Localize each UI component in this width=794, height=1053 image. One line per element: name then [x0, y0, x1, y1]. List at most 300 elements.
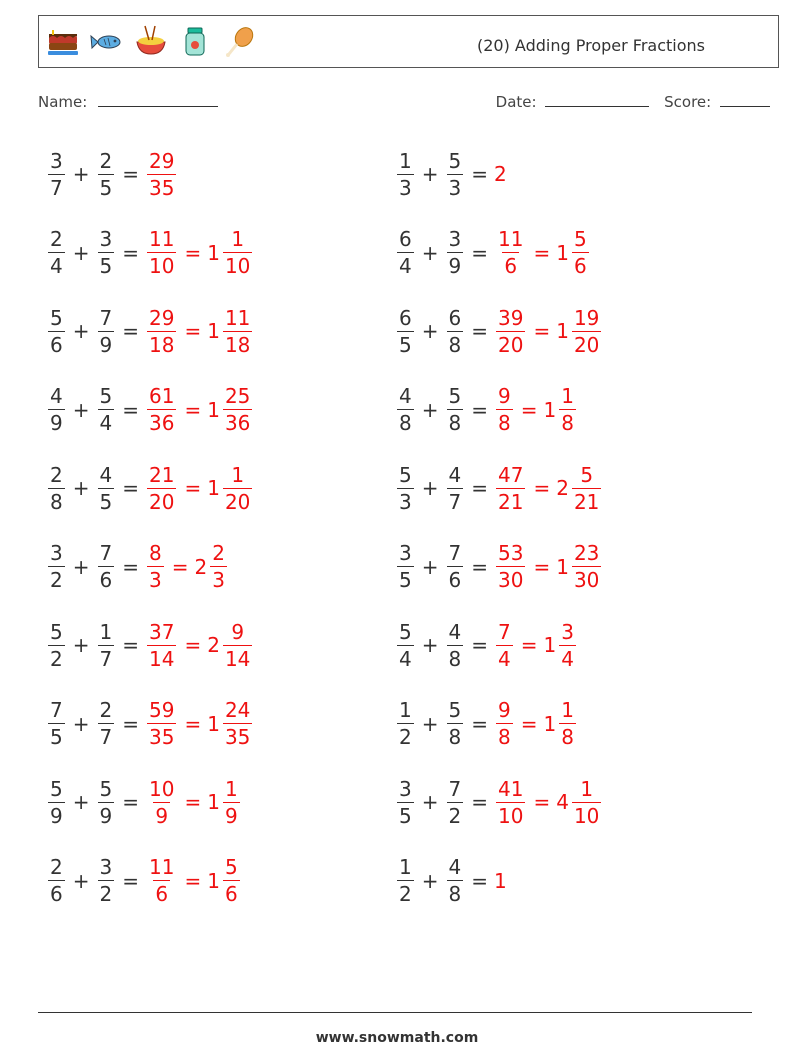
addend-b — [447, 228, 464, 277]
answer-whole: 1 — [207, 476, 220, 500]
addend-b — [98, 464, 115, 513]
answer-whole: 1 — [207, 240, 220, 265]
problem-9 — [46, 458, 254, 518]
answer-whole: 1 — [207, 790, 220, 814]
addend-a — [397, 621, 414, 670]
answer-fraction-denominator: 35 — [149, 175, 175, 200]
problem-12 — [395, 537, 603, 597]
addend-b-numerator: 5 — [448, 148, 462, 173]
answer-mixed-denominator: 20 — [573, 332, 600, 357]
addend-b — [98, 307, 115, 356]
problem-7 — [46, 380, 254, 440]
addend-a — [397, 856, 414, 905]
addend-a — [397, 778, 414, 827]
problem-15 — [46, 694, 254, 754]
equals-sign: = — [520, 397, 538, 422]
equals-sign: = — [171, 554, 189, 579]
addend-b — [98, 228, 115, 277]
problem-16 — [395, 694, 578, 754]
answer-mixed-fraction — [223, 621, 252, 670]
date-score-fields — [496, 93, 770, 111]
addend-a-denominator: 3 — [399, 489, 412, 514]
addend-b-numerator: 4 — [448, 855, 462, 879]
addend-a-denominator: 4 — [50, 254, 63, 278]
answer-whole: 4 — [556, 790, 569, 814]
answer-fraction-denominator: 8 — [498, 725, 511, 749]
addend-a — [48, 856, 65, 905]
footer-url: www.snowmath.com — [315, 1030, 479, 1046]
answer-fraction — [147, 699, 176, 748]
answer-mixed-fraction — [223, 464, 252, 513]
answer-whole: 2 — [494, 162, 507, 186]
addend-a — [48, 228, 65, 277]
answer-whole: 1 — [494, 868, 507, 893]
addend-a-denominator: 5 — [399, 568, 412, 592]
answer-mixed-fraction — [210, 542, 227, 591]
answer-fraction-denominator: 10 — [149, 254, 175, 278]
equals-sign: = — [520, 711, 538, 736]
equals-sign: = — [471, 633, 488, 657]
equals-sign: = — [471, 554, 488, 579]
equals-sign: = — [122, 868, 139, 893]
answer-fraction-numerator: 61 — [149, 384, 175, 408]
answer-fraction — [496, 542, 525, 591]
score-label: Score: — [664, 93, 712, 111]
addend-b-numerator: 5 — [99, 384, 113, 408]
problem-3 — [46, 223, 254, 283]
answer-fraction-numerator: 11 — [149, 855, 175, 879]
addend-a — [48, 385, 65, 434]
answer-mixed-fraction — [559, 385, 576, 434]
addend-b — [447, 307, 464, 356]
addend-a-denominator: 9 — [50, 411, 63, 435]
answer-fraction-numerator: 9 — [498, 698, 511, 722]
addend-a-numerator: 6 — [399, 227, 412, 251]
addend-b-numerator: 2 — [99, 698, 113, 722]
answer-mixed-numerator: 19 — [573, 305, 600, 330]
answer-mixed-denominator: 6 — [573, 254, 587, 278]
addend-a-numerator: 2 — [50, 227, 63, 251]
plus-sign: + — [421, 790, 439, 814]
equals-sign: = — [533, 240, 551, 265]
addend-b — [98, 856, 115, 905]
answer-fraction — [147, 385, 176, 434]
answer-whole: 1 — [556, 240, 569, 265]
answer-mixed-numerator: 1 — [231, 462, 245, 487]
answer-whole: 1 — [556, 554, 569, 579]
addend-b-numerator: 3 — [99, 855, 113, 879]
answer-mixed-denominator: 8 — [561, 411, 574, 435]
addend-b-denominator: 8 — [448, 725, 462, 749]
answer-fraction — [147, 228, 176, 277]
addend-a-numerator: 4 — [399, 384, 412, 408]
problem-4 — [395, 223, 591, 283]
answer-fraction-numerator: 47 — [498, 462, 524, 487]
answer-fraction-numerator: 39 — [498, 305, 524, 330]
addend-a — [397, 228, 414, 277]
addend-b-numerator: 5 — [448, 384, 462, 408]
addend-a — [397, 464, 414, 513]
addend-a-denominator: 8 — [399, 411, 412, 435]
equals-sign: = — [122, 554, 139, 579]
answer-fraction-denominator: 18 — [149, 332, 175, 357]
plus-sign: + — [72, 633, 90, 657]
addend-b — [98, 699, 115, 748]
addend-a-numerator: 1 — [399, 148, 412, 173]
worksheet-header — [38, 15, 779, 68]
equals-sign: = — [184, 240, 202, 265]
answer-mixed-denominator: 35 — [224, 725, 251, 749]
addend-a-numerator: 2 — [50, 855, 63, 879]
problem-6 — [395, 301, 603, 361]
answer-fraction — [147, 150, 176, 199]
addend-b-numerator: 3 — [99, 227, 113, 251]
addend-a — [48, 150, 65, 199]
answer-fraction — [496, 778, 525, 827]
answer-fraction — [147, 542, 164, 591]
jam-jar-icon — [177, 24, 213, 60]
problem-17 — [46, 772, 242, 832]
addend-b-denominator: 8 — [448, 411, 462, 435]
answer-whole: 1 — [207, 711, 220, 736]
equals-sign: = — [471, 868, 488, 893]
plus-sign: + — [72, 162, 90, 186]
equals-sign: = — [471, 711, 488, 736]
plus-sign: + — [421, 397, 439, 422]
plus-sign: + — [421, 162, 439, 186]
equals-sign: = — [122, 790, 139, 814]
addend-a-denominator: 5 — [399, 332, 412, 357]
answer-fraction-numerator: 53 — [498, 541, 524, 565]
equals-sign: = — [184, 790, 202, 814]
answer-fraction-denominator: 9 — [155, 803, 169, 828]
answer-fraction-denominator: 10 — [498, 803, 524, 828]
plus-sign: + — [421, 240, 439, 265]
addend-a-denominator: 6 — [50, 332, 63, 357]
addend-b-denominator: 9 — [448, 254, 462, 278]
answer-fraction-numerator: 9 — [498, 384, 511, 408]
answer-whole: 2 — [556, 476, 569, 500]
answer-fraction — [147, 307, 176, 356]
addend-b-denominator: 5 — [99, 254, 113, 278]
addend-a-denominator: 4 — [399, 646, 412, 671]
answer-mixed-denominator: 10 — [573, 803, 600, 828]
addend-b — [447, 464, 464, 513]
date-blank — [545, 93, 649, 107]
addend-b-numerator: 2 — [99, 148, 113, 173]
addend-a-denominator: 3 — [399, 175, 412, 200]
addend-a — [397, 699, 414, 748]
addend-a-denominator: 8 — [50, 489, 63, 514]
answer-mixed-numerator: 23 — [573, 541, 600, 565]
addend-b-denominator: 8 — [448, 332, 462, 357]
answer-fraction-denominator: 6 — [504, 254, 518, 278]
equals-sign: = — [122, 240, 139, 265]
answer-fraction — [147, 621, 176, 670]
plus-sign: + — [421, 633, 439, 657]
answer-whole: 1 — [543, 711, 557, 736]
addend-b — [447, 150, 464, 199]
addend-a — [48, 621, 65, 670]
answer-whole: 1 — [556, 319, 569, 343]
addend-a-numerator: 6 — [399, 305, 412, 330]
plus-sign: + — [72, 711, 90, 736]
date-label: Date: — [495, 93, 537, 111]
addend-a-denominator: 2 — [50, 568, 63, 592]
addend-a-numerator: 1 — [399, 855, 412, 879]
addend-a-numerator: 3 — [399, 776, 412, 801]
answer-mixed-fraction — [223, 385, 252, 434]
problem-20 — [395, 851, 507, 911]
addend-a-denominator: 4 — [399, 254, 412, 278]
problem-19 — [46, 851, 242, 911]
answer-fraction-numerator: 7 — [498, 619, 511, 644]
fish-icon — [89, 24, 125, 60]
addend-b-numerator: 6 — [448, 305, 462, 330]
answer-mixed-numerator: 5 — [573, 227, 587, 251]
addend-b-numerator: 7 — [448, 541, 462, 565]
addend-b — [98, 542, 115, 591]
problem-1 — [46, 144, 178, 204]
answer-mixed-fraction — [572, 228, 589, 277]
addend-b — [447, 385, 464, 434]
addend-a-numerator: 2 — [50, 462, 63, 487]
answer-fraction-numerator: 41 — [498, 776, 524, 801]
addend-a — [397, 150, 414, 199]
answer-fraction-denominator: 20 — [149, 489, 175, 514]
answer-mixed-numerator: 5 — [580, 462, 594, 487]
footer-divider — [38, 1012, 752, 1013]
answer-mixed-numerator: 2 — [212, 541, 225, 565]
answer-mixed-denominator: 3 — [212, 568, 225, 592]
worksheet-title: (20) Adding Proper Fractions — [477, 36, 705, 55]
answer-fraction-denominator: 3 — [149, 568, 162, 592]
equals-sign: = — [184, 868, 202, 893]
plus-sign: + — [421, 711, 439, 736]
equals-sign: = — [471, 319, 488, 343]
chicken-leg-icon — [221, 24, 257, 60]
addend-b — [447, 621, 464, 670]
addend-b-numerator: 7 — [99, 541, 113, 565]
addend-a — [48, 542, 65, 591]
addend-a-denominator: 7 — [50, 175, 63, 200]
name-blank — [98, 93, 218, 107]
answer-mixed-numerator: 1 — [580, 776, 594, 801]
addend-b-denominator: 6 — [99, 568, 113, 592]
addend-a — [397, 542, 414, 591]
answer-mixed-fraction — [572, 307, 601, 356]
addend-a — [48, 778, 65, 827]
equals-sign: = — [122, 711, 139, 736]
plus-sign: + — [421, 319, 439, 343]
addend-b-denominator: 4 — [99, 411, 113, 435]
equals-sign: = — [184, 633, 202, 657]
answer-fraction — [496, 621, 513, 670]
answer-mixed-numerator: 1 — [231, 227, 245, 251]
problem-8 — [395, 380, 578, 440]
addend-b-denominator: 9 — [99, 803, 113, 828]
answer-fraction-numerator: 11 — [149, 227, 175, 251]
answer-mixed-fraction — [223, 778, 240, 827]
equals-sign: = — [533, 554, 551, 579]
addend-b-numerator: 7 — [99, 305, 113, 330]
addend-b-denominator: 6 — [448, 568, 462, 592]
answer-mixed-fraction — [559, 699, 576, 748]
addend-a-numerator: 1 — [399, 698, 412, 722]
answer-whole: 2 — [194, 554, 208, 579]
answer-fraction-numerator: 21 — [149, 462, 175, 487]
noodle-bowl-icon — [133, 24, 169, 60]
answer-whole: 1 — [543, 633, 557, 657]
answer-mixed-denominator: 36 — [224, 411, 251, 435]
addend-b-denominator: 8 — [448, 882, 462, 906]
addend-b-denominator: 3 — [448, 175, 462, 200]
equals-sign: = — [520, 633, 538, 657]
addend-a-numerator: 3 — [50, 148, 63, 173]
answer-fraction — [147, 464, 176, 513]
answer-fraction-denominator: 35 — [149, 725, 175, 749]
answer-whole: 1 — [207, 319, 220, 343]
addend-a-denominator: 2 — [399, 882, 412, 906]
answer-mixed-denominator: 30 — [573, 568, 600, 592]
addend-a — [48, 307, 65, 356]
answer-mixed-numerator: 9 — [231, 619, 245, 644]
addend-b — [447, 699, 464, 748]
problem-2 — [395, 144, 507, 204]
answer-fraction-denominator: 21 — [498, 489, 524, 514]
equals-sign: = — [533, 790, 551, 814]
addend-b-denominator: 9 — [99, 332, 113, 357]
header-icons — [45, 24, 257, 60]
plus-sign: + — [72, 240, 90, 265]
addend-b-numerator: 5 — [99, 776, 113, 801]
equals-sign: = — [471, 240, 488, 265]
answer-mixed-fraction — [223, 856, 240, 905]
equals-sign: = — [122, 397, 139, 422]
equals-sign: = — [184, 397, 202, 422]
answer-fraction — [147, 856, 176, 905]
answer-mixed-numerator: 1 — [561, 384, 574, 408]
addend-b — [447, 778, 464, 827]
answer-mixed-denominator: 14 — [224, 646, 251, 671]
addend-a — [48, 464, 65, 513]
addend-b-denominator: 5 — [99, 175, 113, 200]
answer-fraction-numerator: 29 — [149, 305, 175, 330]
answer-mixed-numerator: 3 — [561, 619, 574, 644]
addend-a-numerator: 4 — [50, 384, 63, 408]
answer-fraction-denominator: 4 — [498, 646, 511, 671]
addend-b-numerator: 7 — [448, 776, 462, 801]
addend-a-numerator: 5 — [50, 776, 63, 801]
plus-sign: + — [72, 868, 90, 893]
equals-sign: = — [471, 790, 488, 814]
answer-mixed-denominator: 4 — [561, 646, 574, 671]
equals-sign: = — [122, 633, 139, 657]
addend-a — [397, 385, 414, 434]
answer-fraction-denominator: 36 — [149, 411, 175, 435]
addend-b-numerator: 4 — [448, 619, 462, 644]
addend-b — [447, 856, 464, 905]
addend-a-numerator: 5 — [50, 619, 63, 644]
equals-sign: = — [122, 319, 139, 343]
addend-b-denominator: 2 — [448, 803, 462, 828]
equals-sign: = — [533, 319, 551, 343]
addend-b-numerator: 5 — [448, 698, 462, 722]
addend-b-denominator: 7 — [99, 725, 113, 749]
addend-b-denominator: 7 — [448, 489, 462, 514]
addend-b-numerator: 4 — [99, 462, 113, 487]
addend-b — [447, 542, 464, 591]
answer-fraction-denominator: 14 — [149, 646, 175, 671]
addend-a-numerator: 5 — [399, 619, 412, 644]
addend-a-numerator: 3 — [50, 541, 63, 565]
equals-sign: = — [184, 711, 202, 736]
equals-sign: = — [184, 319, 202, 343]
addend-b-denominator: 2 — [99, 882, 113, 906]
answer-mixed-denominator: 20 — [224, 489, 251, 514]
answer-mixed-fraction — [572, 778, 601, 827]
addend-a-numerator: 5 — [50, 305, 63, 330]
plus-sign: + — [72, 319, 90, 343]
addend-a-denominator: 6 — [50, 882, 63, 906]
answer-fraction-denominator: 20 — [498, 332, 524, 357]
plus-sign: + — [72, 476, 90, 500]
name-label: Name: — [38, 93, 88, 111]
answer-mixed-numerator: 1 — [224, 776, 238, 801]
addend-a-numerator: 5 — [399, 462, 412, 487]
answer-mixed-numerator: 24 — [224, 698, 251, 722]
addend-a-denominator: 9 — [50, 803, 63, 828]
addend-a — [48, 699, 65, 748]
answer-fraction-numerator: 11 — [498, 227, 524, 251]
plus-sign: + — [72, 554, 90, 579]
addend-a-denominator: 2 — [399, 725, 412, 749]
problem-14 — [395, 615, 578, 675]
addend-b-denominator: 5 — [99, 489, 113, 514]
equals-sign: = — [533, 476, 551, 500]
answer-whole: 1 — [207, 397, 220, 422]
answer-mixed-fraction — [223, 307, 252, 356]
answer-mixed-denominator: 9 — [224, 803, 238, 828]
answer-mixed-denominator: 6 — [224, 882, 238, 906]
answer-mixed-fraction — [223, 699, 252, 748]
addend-b-numerator: 1 — [99, 619, 113, 644]
name-field — [38, 93, 218, 111]
answer-mixed-denominator: 21 — [573, 489, 600, 514]
answer-fraction-numerator: 37 — [149, 619, 175, 644]
equals-sign: = — [122, 476, 139, 500]
addend-a-numerator: 3 — [399, 541, 412, 565]
addend-a-denominator: 2 — [50, 646, 63, 671]
answer-mixed-denominator: 18 — [224, 332, 251, 357]
equals-sign: = — [122, 162, 139, 186]
answer-whole: 1 — [207, 868, 220, 893]
answer-mixed-denominator: 8 — [561, 725, 574, 749]
equals-sign: = — [184, 476, 202, 500]
plus-sign: + — [421, 868, 439, 893]
answer-fraction-numerator: 10 — [149, 776, 175, 801]
addend-a — [397, 307, 414, 356]
answer-fraction — [496, 307, 525, 356]
answer-fraction-numerator: 29 — [149, 148, 175, 173]
answer-mixed-fraction — [223, 228, 252, 277]
answer-whole: 2 — [207, 633, 220, 657]
score-blank — [720, 93, 770, 107]
addend-a-denominator: 5 — [399, 803, 412, 828]
answer-mixed-denominator: 10 — [224, 254, 251, 278]
answer-mixed-numerator: 25 — [224, 384, 251, 408]
answer-fraction — [496, 464, 525, 513]
